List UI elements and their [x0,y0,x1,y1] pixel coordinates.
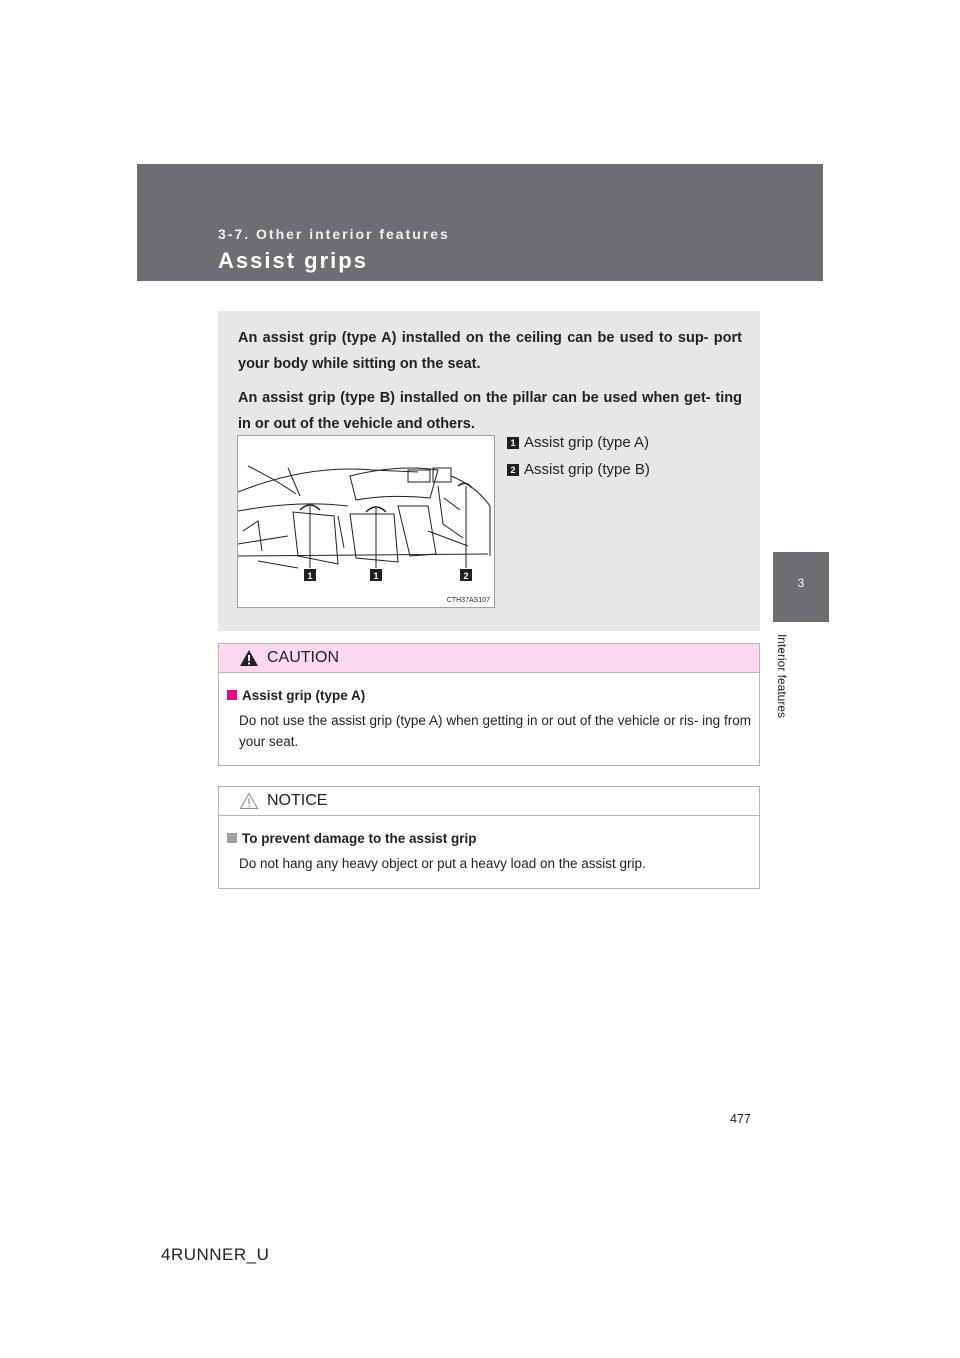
section-label: 3-7. Other interior features [218,226,450,242]
caution-box [218,643,760,766]
caution-outline-icon [239,792,259,810]
chapter-title: Interior features [775,633,789,719]
notice-title: NOTICE [267,792,328,809]
figure-code: CTH37AS107 [446,597,490,604]
intro-text [238,325,742,445]
chapter-number: 3 [797,576,805,590]
caution-header [219,644,759,673]
intro-paragraph: An assist grip (type B) installed on the pillar can be used when get- ting in or out of the vehicle and others. [238,390,742,432]
callout-1: 1 [373,571,379,581]
page-title: Assist grips [218,248,368,273]
bullet-square-icon [227,833,237,843]
intro-box [218,311,760,631]
caution-body [219,673,759,752]
legend-item [507,456,650,483]
caution-text: Do not use the assist grip (type A) when getting in or out of the vehicle or ris- ing from your seat. [239,713,751,749]
legend-item [507,429,650,456]
legend-label: Assist grip (type A) [524,434,650,451]
notice-box [218,786,760,889]
notice-body [219,816,759,874]
notice-heading: To prevent damage to the assist grip [227,828,751,849]
document-code: 4RUNNER_U [161,1245,270,1264]
page-number: 477 [730,1112,751,1126]
number-badge: 1 [507,437,519,449]
intro-paragraph: An assist grip (type A) installed on the ceiling can be used to sup- port your body while sitting on the seat. [238,330,742,372]
notice-text: Do not hang any heavy object or put a heavy load on the assist grip. [239,856,646,871]
number-badge: 2 [507,464,519,476]
assist-grip-illustration [237,435,495,608]
legend-label: Assist grip (type B) [524,461,650,478]
caution-heading: Assist grip (type A) [227,685,751,706]
callout-2: 2 [463,571,469,581]
notice-header [219,787,759,816]
grip-type-b [458,483,472,488]
callout-1: 1 [307,571,313,581]
caution-title: CAUTION [267,649,339,666]
bullet-square-icon [227,690,237,700]
warning-triangle-icon [239,649,259,667]
figure-legend [507,429,650,483]
vehicle-interior-drawing [238,436,494,607]
